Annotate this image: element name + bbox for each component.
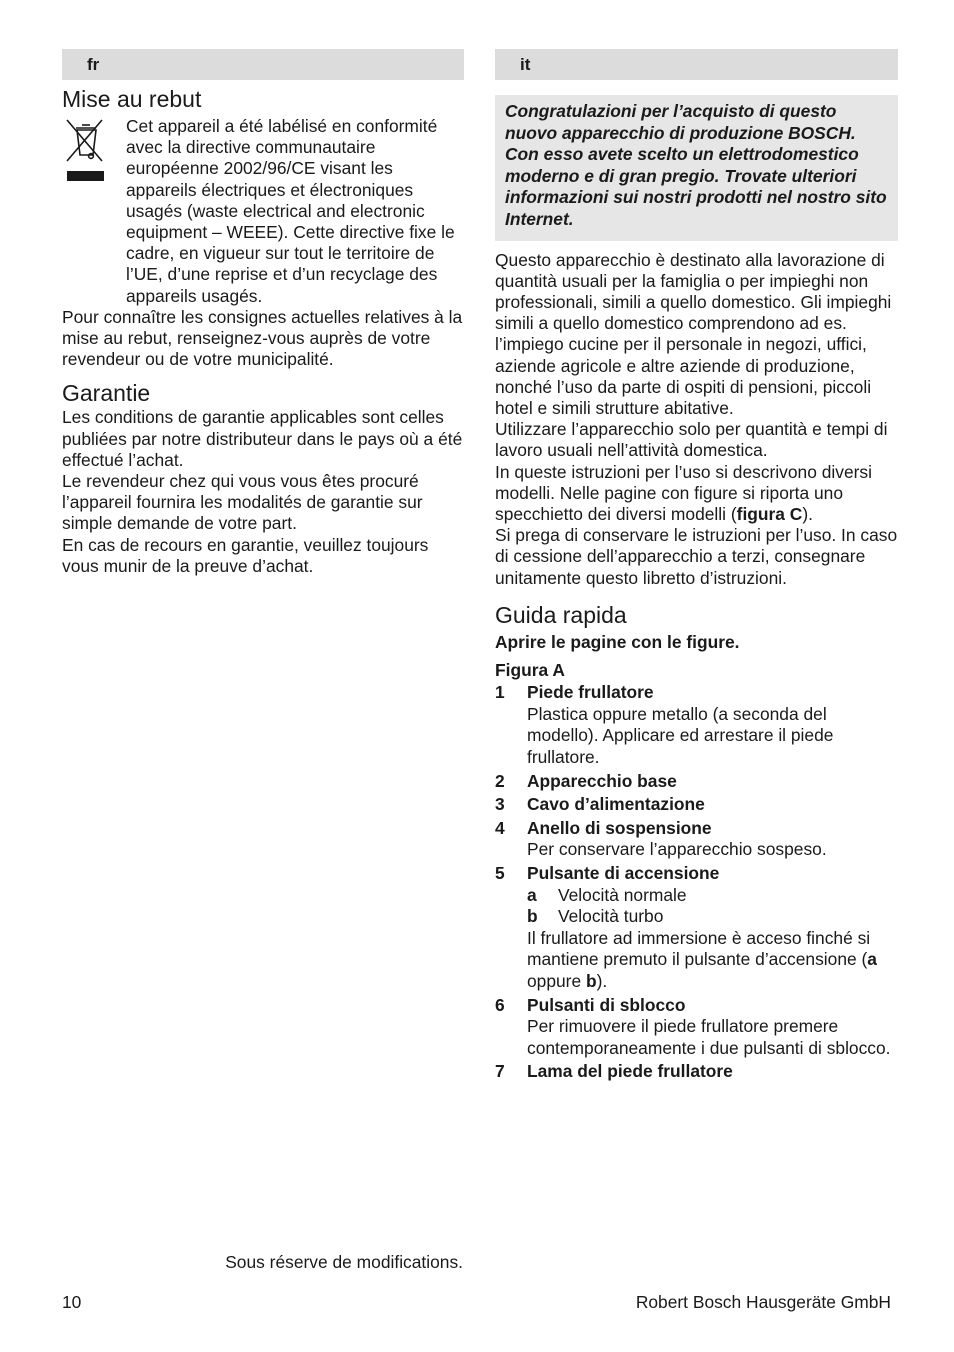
warranty-paragraph-2: Le revendeur chez qui vous vous êtes procuré l’appareil fournira les modalités de garantie sur simple demande de votre part. — [62, 471, 423, 534]
body-paragraph-3: In queste istruzioni per l’uso si descrivono diversi modelli. Nelle pagine con figure si riporta uno specchietto dei diversi modelli (figura C). — [495, 461, 872, 524]
item-title: Anello di sospensione — [527, 817, 712, 838]
company-name: Robert Bosch Hausgeräte GmbH — [635, 1292, 891, 1312]
components-list — [495, 682, 898, 1083]
item-title: Apparecchio base — [527, 770, 677, 791]
item-description: Per rimuovere il piede frullatore premere contemporaneamente i due pulsanti di sblocco. — [527, 1016, 891, 1058]
figure-c-reference: figura C — [736, 504, 803, 524]
intro-box: Congratulazioni per l’acquisto di questo nuovo apparecchio di produzione BOSCH. Con esso avete scelto un elettrodomestico moderno e di gran pregio. Trovate ulteriori informazioni sui nostri prodotti nel nostro sito Internet. — [495, 95, 898, 241]
item-title: Piede frullatore — [527, 682, 654, 703]
warranty-heading: Garantie — [62, 380, 151, 407]
item-description: Plastica oppure metallo (a seconda del modello). Applicare ed arrestare il piede frullatore. — [527, 703, 834, 767]
sub-item: b Velocità turbo — [527, 906, 664, 927]
figure-a-label: Figura A — [495, 660, 565, 681]
item-description: Il frullatore ad immersione è acceso finché si mantiene premuto il pulsante d’accensione (a oppure b). — [527, 927, 877, 991]
list-item: 4 Anello di sospensione Per conservare l’apparecchio sospeso. — [495, 818, 898, 861]
warranty-paragraph-3: En cas de recours en garantie, veuillez toujours vous munir de la preuve d’achat. — [62, 534, 429, 576]
disposal-paragraph-weee: Cet appareil a été labélisé en conformité avec la directive communautaire européenne 2002/96/CE visant les appareils électriques et électroniques usagés (waste electrical and electronic equipment – WEEE). Cette directive fixe le cadre, en vigueur sur tout le territoire de l’UE, d’une reprise et d’un recyclage des appareils usagés. — [126, 116, 455, 306]
list-item: 2 Apparecchio base — [495, 771, 898, 793]
list-item: 5 Pulsante di accensione a Velocità normale b Velocità turbo Il frullatore ad immersione è acceso finché si mantiene premuto il pulsante d’accensione (a oppure b). — [495, 863, 898, 993]
crossed-out-wheelie-bin-icon — [62, 116, 126, 307]
sub-item: a Velocità normale — [527, 884, 687, 905]
list-item: 1 Piede frullatore Plastica oppure metallo (a seconda del modello). Applicare ed arrestare il piede frullatore. — [495, 682, 898, 768]
body-paragraph-4: Si prega di conservare le istruzioni per l’uso. In caso di cessione dell’apparecchio a terzi, consegnare unitamente questo libretto d’istruzioni. — [495, 525, 898, 588]
language-tab-it: it — [495, 49, 898, 80]
left-column-fr — [62, 49, 464, 577]
body-paragraph-2: Utilizzare l’apparecchio solo per quantità e tempi di lavoro usuali nell’attività domestica. — [495, 419, 888, 461]
quick-guide-heading: Guida rapida — [495, 601, 627, 628]
disposal-paragraph-local: Pour connaître les consignes actuelles relatives à la mise au rebut, renseignez-vous auprès de votre revendeur ou de votre municipalité. — [62, 306, 463, 370]
language-tab-fr: fr — [62, 49, 464, 80]
item-title: Pulsanti di sblocco — [527, 994, 686, 1015]
weee-block — [62, 116, 464, 307]
list-item: 7 Lama del piede frullatore — [495, 1061, 898, 1083]
warranty-paragraph-1: Les conditions de garantie applicables sont celles publiées par notre distributeur dans le pays où a été effectué l’achat. — [62, 407, 463, 470]
disposal-heading: Mise au rebut — [62, 86, 202, 112]
open-pages-instruction: Aprire le pagine con le figure. — [495, 631, 740, 652]
item-title: Lama del piede frullatore — [527, 1061, 733, 1082]
list-item: 3 Cavo d’alimentazione — [495, 794, 898, 816]
right-column-it — [495, 49, 898, 1083]
page-number: 10 — [62, 1292, 82, 1312]
body-paragraph-1: Questo apparecchio è destinato alla lavorazione di quantità usuali per la famiglia o per impieghi non professionali, simili a quello domestico. Gli impieghi simili a quello domestico comprendono ad es. l’impiego cucine per il personale in negozi, uffici, aziende agricole e altre aziende di produzione, nonché l’uso da parte di ospiti di pensioni, piccoli hotel e simili strutture abitative. — [495, 249, 892, 418]
item-title: Pulsante di accensione — [527, 862, 720, 883]
list-item: 6 Pulsanti di sblocco Per rimuovere il piede frullatore premere contemporaneamente i due pulsanti di sblocco. — [495, 995, 898, 1060]
subject-to-change-note: Sous réserve de modifications. — [225, 1252, 463, 1272]
item-title: Cavo d’alimentazione — [527, 794, 705, 815]
item-description: Per conservare l’apparecchio sospeso. — [527, 839, 827, 860]
intro-body — [495, 250, 898, 589]
